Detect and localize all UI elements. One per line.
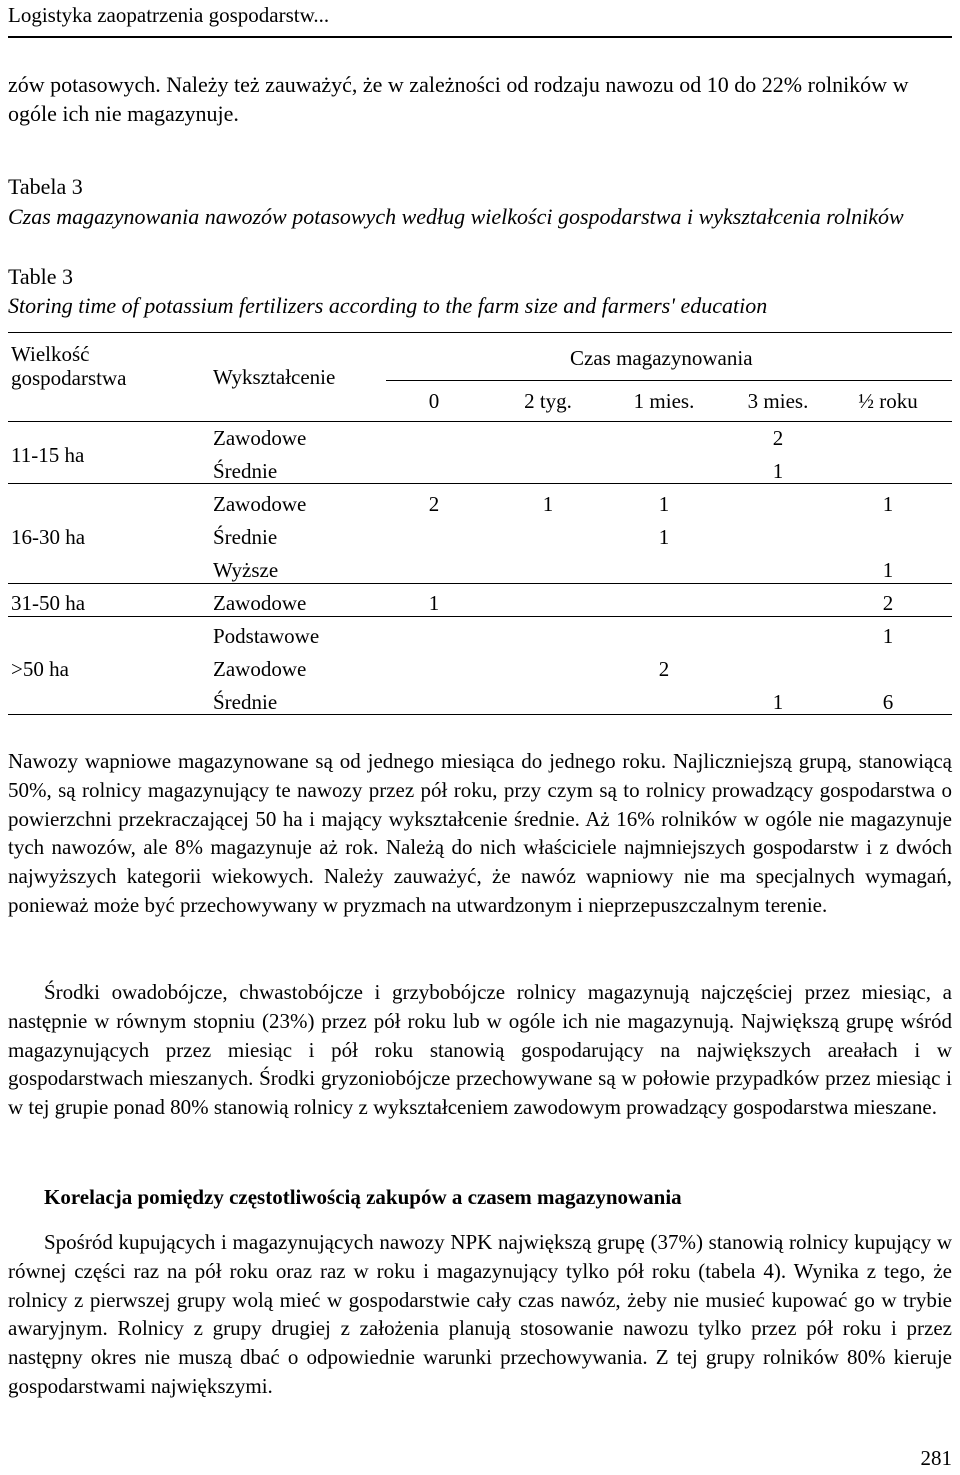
value-cell: 2 <box>658 657 670 681</box>
paragraph-calcium: Nawozy wapniowe magazynowane są od jednego miesiąca do jednego roku. Najliczniejszą grupą, stanowiącą 50%, są rolnicy magazynujący te nawozy przez pół roku, przy czym są to rolnicy prowadzący gospodarstwa o powierzchni przekraczającej 50 ha i mający wykształcenie średnie. Aż 16% rolników w ogóle nie magazynuje tych nawozów, ale 8% magazynuje aż rok. Należą do nich właściciele najmniejszych gospodarstw i z dwóch najwyższych kategorii wiekowych. Należy zauważyć, że nawóz wapniowy nie ma specjalnych wymagań, ponieważ może być przechowywany w pryzmach na utwardzonym i nieprzepuszczalnym terenie. <box>8 749 952 917</box>
table-top-rule <box>8 332 952 333</box>
header-rule <box>8 36 952 38</box>
running-header: Logistyka zaopatrzenia gospodarstw... <box>8 3 330 27</box>
section-paragraph: Spośród kupujących i magazynujących nawozy NPK największą grupę (37%) stanowią rolnicy kupujący w równej części raz na pół roku oraz raz w roku i magazynujący tylko pół roku (tabela 4). Wynika z tego, że rolnicy z pierwszej grupy wolą mieć w gospodarstwie cały czas nawóz, żeby nie musieć kupować go w trybie awaryjnym. Rolnicy z grupy drugiej z założenia planują stosowanie nawozu tylko przez pół roku i przez następny okres nie muszą dbać o odpowiednie warunki przechowywania. Z tej grupy rolników 80% kieruje gospodarstwami największymi. <box>8 1230 952 1398</box>
farm-size-cell: 31-50 ha <box>11 591 86 615</box>
education-cell: Zawodowe <box>213 657 307 681</box>
value-cell: 6 <box>882 690 894 714</box>
value-cell: 1 <box>882 492 894 516</box>
value-cell: 2 <box>772 426 784 450</box>
value-cell: 1 <box>658 492 670 516</box>
col-header-storage-time: Czas magazynowania <box>570 346 753 370</box>
group-rule <box>8 483 952 484</box>
col-header-education: Wykształcenie <box>213 365 336 389</box>
value-cell: 2 <box>882 591 894 615</box>
education-cell: Zawodowe <box>213 426 307 450</box>
group-rule <box>8 583 952 584</box>
value-cell: 1 <box>772 459 784 483</box>
storage-time-table <box>8 332 952 716</box>
education-cell: Zawodowe <box>213 591 307 615</box>
storage-col-header: ½ roku <box>858 389 918 413</box>
education-cell: Zawodowe <box>213 492 307 516</box>
value-cell: 1 <box>882 558 894 582</box>
table-sub-rule <box>386 380 952 381</box>
value-cell: 1 <box>542 492 554 516</box>
caption-en-title: Storing time of potassium fertilizers according to the farm size and farmers' education <box>8 293 768 318</box>
education-cell: Średnie <box>213 525 278 549</box>
education-cell: Średnie <box>213 690 278 714</box>
storage-col-header: 0 <box>428 389 440 413</box>
caption-pl-title: Czas magazynowania nawozów potasowych według wielkości gospodarstwa i wykształcenia rolników <box>8 204 904 229</box>
farm-size-cell: >50 ha <box>11 657 69 681</box>
page-number: 281 <box>920 1446 952 1470</box>
caption-pl-label: Tabela 3 <box>8 174 83 199</box>
group-rule <box>8 616 952 617</box>
section-heading: Korelacja pomiędzy częstotliwością zakupów a czasem magazynowania <box>44 1185 682 1209</box>
table-head-rule <box>8 421 952 422</box>
education-cell: Podstawowe <box>213 624 320 648</box>
value-cell: 1 <box>772 690 784 714</box>
value-cell: 2 <box>428 492 440 516</box>
education-cell: Wyższe <box>213 558 279 582</box>
farm-size-cell: 16-30 ha <box>11 525 86 549</box>
storage-col-header: 3 mies. <box>747 389 809 413</box>
storage-col-header: 2 tyg. <box>524 389 572 413</box>
caption-en-label: Table 3 <box>8 264 74 289</box>
col-header-farm-size: Wielkość gospodarstwa <box>11 342 127 390</box>
education-cell: Średnie <box>213 459 278 483</box>
table-bottom-rule <box>8 714 952 715</box>
intro-text: zów potasowych. Należy też zauważyć, że w zależności od rodzaju nawozu od 10 do 22% rolników w ogóle ich nie magazynuje. <box>8 72 909 126</box>
storage-col-header: 1 mies. <box>633 389 695 413</box>
paragraph-pesticides: Środki owadobójcze, chwastobójcze i grzybobójcze rolnicy magazynują najczęściej przez miesiąc, a następnie w równym stopniu (23%) przez pół roku lub w ogóle ich nie magazynują. Największą grupę wśród magazynujących przez miesiąc i pół roku stanowią gospodarujący na największych areałach i w gospodarstwach mieszanych. Środki gryzoniobójcze przechowywane są w połowie przypadków przez miesiąc i w tej grupie ponad 80% stanowią rolnicy z wykształceniem zawodowym prowadzący gospodarstwa mieszane. <box>8 980 952 1120</box>
value-cell: 1 <box>658 525 670 549</box>
farm-size-cell: 11-15 ha <box>11 442 85 467</box>
value-cell: 1 <box>428 591 440 615</box>
value-cell: 1 <box>882 624 894 648</box>
